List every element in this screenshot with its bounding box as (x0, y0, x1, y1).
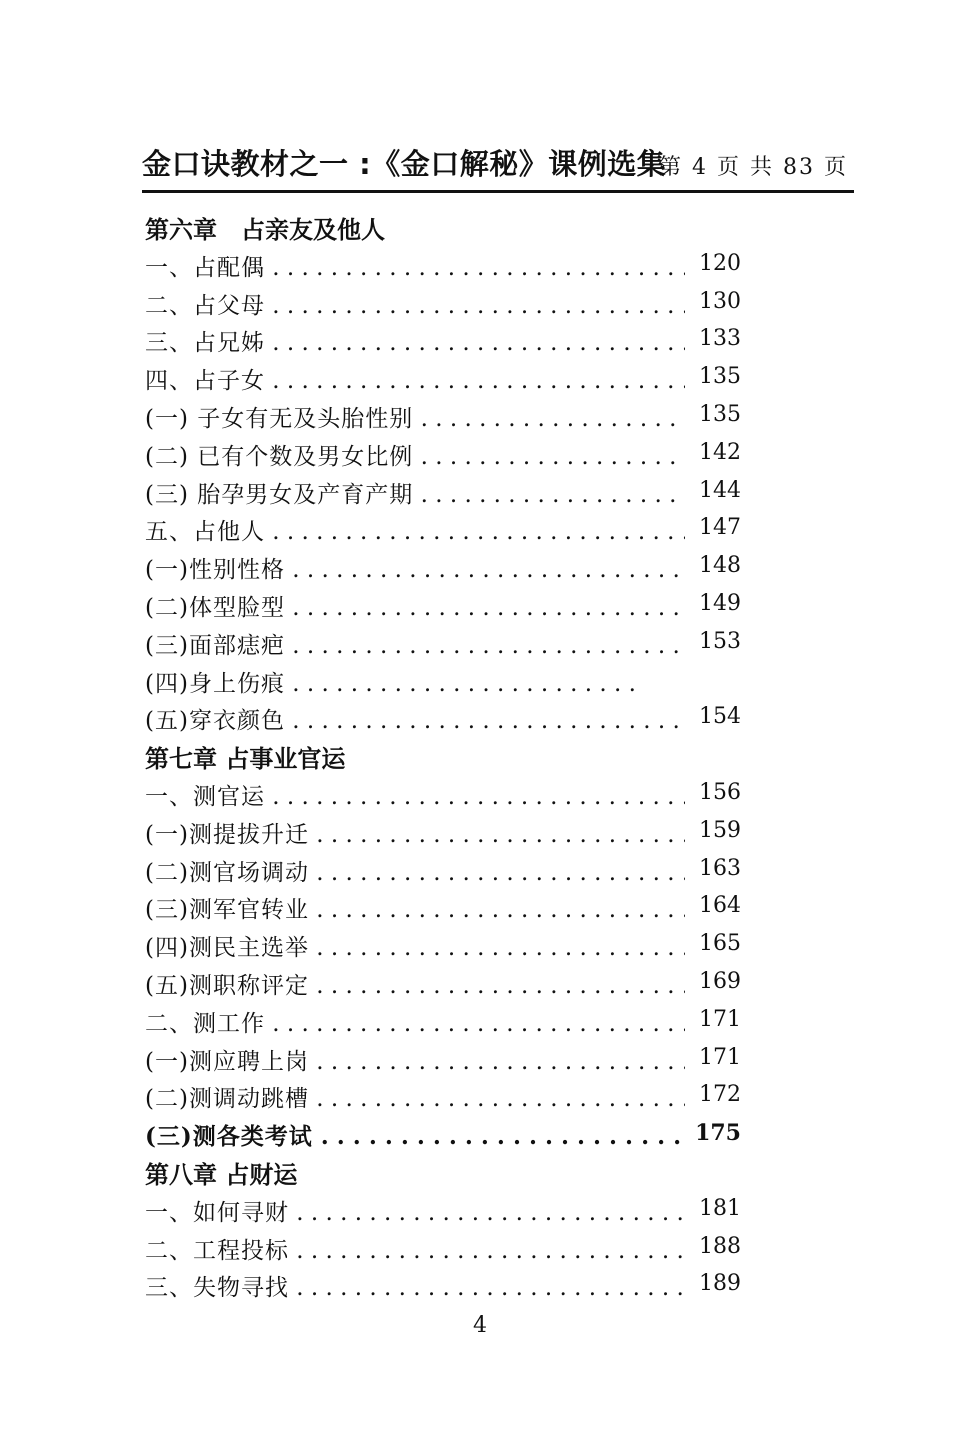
toc-entry-page: 175 (695, 1120, 741, 1147)
toc-entry (145, 1075, 745, 1113)
toc-entry (145, 471, 745, 509)
toc-entry-title: (二) 已有个数及男女比例 . . . (145, 438, 685, 471)
book-title: 金口诀教材之一 :《金口解秘》课例选集 (142, 147, 667, 181)
toc-entry (145, 1227, 745, 1265)
toc-entry (145, 1189, 745, 1227)
toc-entry-page: 144 (699, 477, 741, 503)
toc-entry-page: 169 (699, 968, 741, 994)
toc-entry (145, 886, 745, 924)
toc-entry (145, 924, 745, 962)
toc-entry-page: 133 (699, 326, 741, 352)
toc-entry-page: 153 (699, 628, 741, 654)
toc-entry (145, 584, 745, 622)
page-indicator: 第 4 页 共 83 页 (659, 155, 848, 180)
toc-entry-title: 一、占配偶 . . . (145, 249, 685, 282)
toc-entry-title: (三)测各类考试 . . . (145, 1118, 685, 1151)
toc-entry-title: (五)穿衣颜色 . . . (145, 702, 685, 735)
toc-entry-page: 149 (699, 590, 741, 616)
toc-entry-page: 181 (699, 1195, 741, 1221)
toc-entry-page: 171 (699, 1006, 741, 1032)
toc-entry-title: 一、测官运 . . . (145, 778, 685, 811)
toc-entry-title: (一)测应聘上岗 . . . (145, 1043, 685, 1076)
toc-entry-page: 148 (699, 553, 741, 579)
toc-entry (145, 1264, 745, 1302)
chapter-heading: 第六章 占亲友及他人 (145, 216, 385, 244)
running-header (142, 132, 854, 193)
toc-entry-title: (一)性别性格 . . . (145, 551, 685, 584)
toc-entry-page: 120 (699, 250, 741, 276)
toc-entry (145, 1038, 745, 1076)
toc-entry (145, 244, 745, 282)
toc-entry-page: 171 (699, 1044, 741, 1070)
toc-entry-page: 188 (699, 1233, 741, 1259)
toc-entry (145, 433, 745, 471)
chapter-heading-row (145, 1151, 745, 1189)
toc-entry (145, 773, 745, 811)
toc-entry-title: (四)测民主选举 . . . (145, 929, 685, 962)
toc-entry-page: 159 (699, 817, 741, 843)
toc-entry (145, 1113, 745, 1151)
toc-entry (145, 660, 745, 698)
toc-entry-page: 130 (699, 288, 741, 314)
toc-entry-title: (二)测调动跳槽 . . . (145, 1080, 685, 1113)
chapter-heading: 第七章 占事业官运 (145, 745, 346, 774)
toc-entry-page: 147 (699, 515, 741, 541)
toc-entry (145, 697, 745, 735)
toc-entry-title: (五)测职称评定 . . . (145, 967, 685, 1000)
toc-entry-title: (三)测军官转业 . . . (145, 891, 685, 924)
toc-entry (145, 546, 745, 584)
chapter-heading: 第八章 占财运 (145, 1160, 298, 1189)
toc-entry-page: 156 (699, 779, 741, 805)
toc-entry-title: 二、工程投标 . . . (145, 1232, 685, 1265)
toc-entry-title: 五、占他人 . . . (145, 513, 685, 546)
toc-entry-title: (四)身上伤痕 . . . (145, 665, 637, 698)
toc-entry-title: (三)面部痣疤 . . . (145, 627, 685, 660)
toc-entry-title: 二、测工作 . . . (145, 1005, 685, 1038)
toc-entry-page: 135 (699, 401, 741, 427)
toc-entry (145, 319, 745, 357)
toc-entry-page: 165 (699, 931, 741, 957)
toc-entry-title: 三、失物寻找 . . . (145, 1269, 685, 1302)
toc-entry-page: 172 (699, 1082, 741, 1108)
toc-entry (145, 622, 745, 660)
chapter-heading-row (145, 206, 745, 244)
toc-entry (145, 357, 745, 395)
chapter-heading-row (145, 735, 745, 773)
toc-entry (145, 508, 745, 546)
toc-entry-title: 一、如何寻财 . . . (145, 1194, 685, 1227)
toc-entry-title: 三、占兄姊 . . . (145, 324, 685, 357)
toc-entry-title: (一) 子女有无及头胎性别 . . . (145, 400, 685, 433)
toc-entry-title: 四、占子女 . . . (145, 362, 685, 395)
toc-entry-page: 163 (699, 855, 741, 881)
page-number: 4 (473, 1313, 487, 1338)
toc-entry-title: (二)体型脸型 . . . (145, 589, 685, 622)
toc-entry (145, 962, 745, 1000)
toc-entry (145, 1000, 745, 1038)
toc-entry (145, 849, 745, 887)
toc-entry-page: 154 (699, 704, 741, 730)
toc-entry-page: 189 (699, 1271, 741, 1297)
toc-entry (145, 395, 745, 433)
toc-entry-title: 二、占父母 . . . (145, 287, 685, 320)
toc-entry-page: 135 (699, 364, 741, 390)
toc-entry-page: 142 (699, 439, 741, 465)
toc-entry (145, 811, 745, 849)
toc-entry-page: 164 (699, 893, 741, 919)
toc-entry (145, 282, 745, 320)
toc-entry-title: (一)测提拔升迁 . . . (145, 816, 685, 849)
toc-entry-title: (二)测官场调动 . . . (145, 854, 685, 887)
table-of-contents (145, 206, 745, 1302)
toc-entry-title: (三) 胎孕男女及产育产期 . . . (145, 476, 685, 509)
